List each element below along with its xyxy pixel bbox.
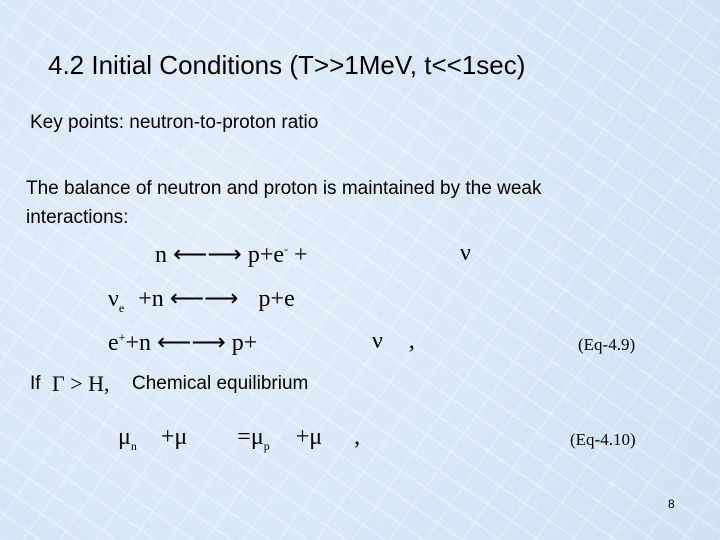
reaction-1-neutrino: ν [460,240,471,266]
equals-mu: =μ [237,424,264,450]
reaction-2-sub: e [118,300,125,315]
condition-math: Γ > H, [52,371,110,396]
reaction-1-sup: - [284,242,288,256]
reaction-2 [108,284,295,316]
reaction-3-comma: , [408,328,415,354]
slide-title: 4.2 Initial Conditions (T>>1MeV, t<<1sec) [48,50,526,80]
key-points-text: Key points: neutron-to-proton ratio [30,112,319,133]
reaction-2-plus-n: +n [138,286,164,312]
reaction-2-rhs: p+e [258,286,295,312]
reaction-1-arrow: ⟵⟶ [173,242,242,268]
reaction-1 [155,240,308,269]
reaction-3 [108,328,257,357]
mu-n-sub: n [130,438,137,453]
equation-label-4-9: (Eq-4.9) [578,335,636,354]
mu-p-sub: p [263,438,270,453]
reaction-2-nu: ν [108,286,119,312]
plus-mu-2: +μ [295,424,323,450]
balance-text: The balance of neutron and proton is maintained by the weak interactions: [26,178,542,228]
mu-n: μ [118,424,131,450]
chem-equation [118,424,360,454]
reaction-3-rhs: p+ [231,330,258,356]
reaction-3-neutrino [372,328,415,355]
equation-label-4-10: (Eq-4.10) [570,430,636,449]
plus-mu-1: +μ [160,424,188,450]
reaction-3-sup: + [118,330,126,344]
reaction-1-plus: + [294,242,308,268]
reaction-2-arrow: ⟵⟶ [169,286,239,312]
reaction-3-plus-n: +n [125,330,151,356]
page-number: 8 [668,497,675,511]
chemical-equilibrium-text: Chemical equilibrium [132,373,309,394]
reaction-3-nu: ν [372,328,383,354]
if-label: If [30,373,41,394]
reaction-3-lhs: e [108,330,119,356]
reaction-1-rhs: p+e [247,242,284,268]
reaction-1-lhs: n [155,242,167,268]
reaction-3-arrow: ⟵⟶ [156,330,226,356]
chem-comma: , [354,424,361,450]
